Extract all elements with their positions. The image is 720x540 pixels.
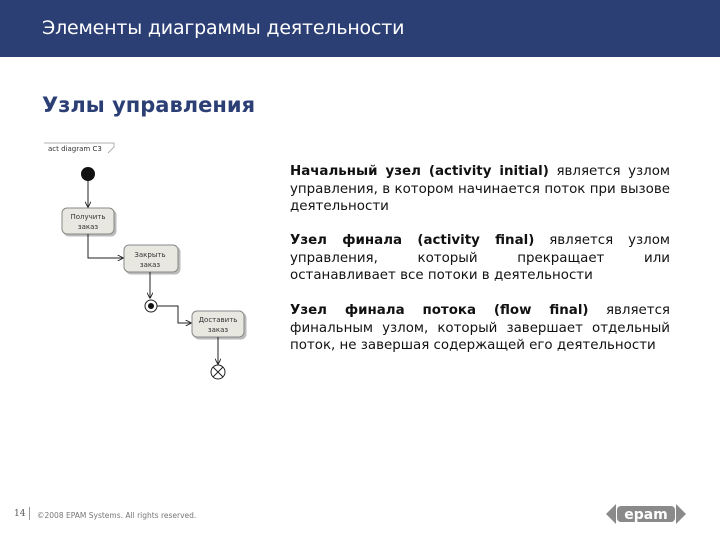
epam-logo [604, 500, 688, 528]
action-label: заказ [139, 261, 161, 269]
flow-edge [157, 306, 191, 323]
action-label: Закрыть [134, 251, 166, 259]
footer-divider [29, 507, 30, 520]
logo-text: epam [624, 507, 668, 523]
logo-right-chevron [676, 504, 686, 524]
term-flow-final: Узел финала потока (flow final) [290, 303, 589, 318]
section-title: Узлы управления [42, 93, 256, 117]
slide-title: Элементы диаграммы деятельности [42, 17, 405, 39]
description-text: является узлом управления, в котором начинается поток при вызове деятельности [290, 164, 671, 214]
diagram-frame-label: act diagram C3 [48, 145, 102, 153]
action-label: заказ [77, 223, 99, 231]
action-label: Доставить [198, 316, 238, 324]
description-flow-final [290, 302, 670, 355]
description-activity-final [290, 232, 670, 285]
term-activity-final: Узел финала (activity final) [290, 233, 535, 248]
description-initial-node [290, 163, 670, 216]
term-initial-node: Начальный узел (activity initial) [290, 164, 549, 179]
activity-diagram [0, 0, 290, 400]
description-text: является узлом управления, который прекращает или останавливает все потоки в деятельности [290, 233, 670, 283]
copyright-text: ©2008 EPAM Systems. All rights reserved. [37, 511, 197, 520]
page-number: 14 [14, 509, 26, 519]
initial-node [81, 167, 95, 181]
action-label: заказ [207, 326, 229, 334]
action-label: Получить [70, 213, 106, 221]
flow-edge [88, 234, 123, 258]
activity-final-node-dot [148, 303, 154, 309]
logo-left-chevron [606, 504, 616, 524]
description-text: является финальным узлом, который завершает отдельный поток, не завершая содержащей его деятельности [290, 303, 670, 353]
